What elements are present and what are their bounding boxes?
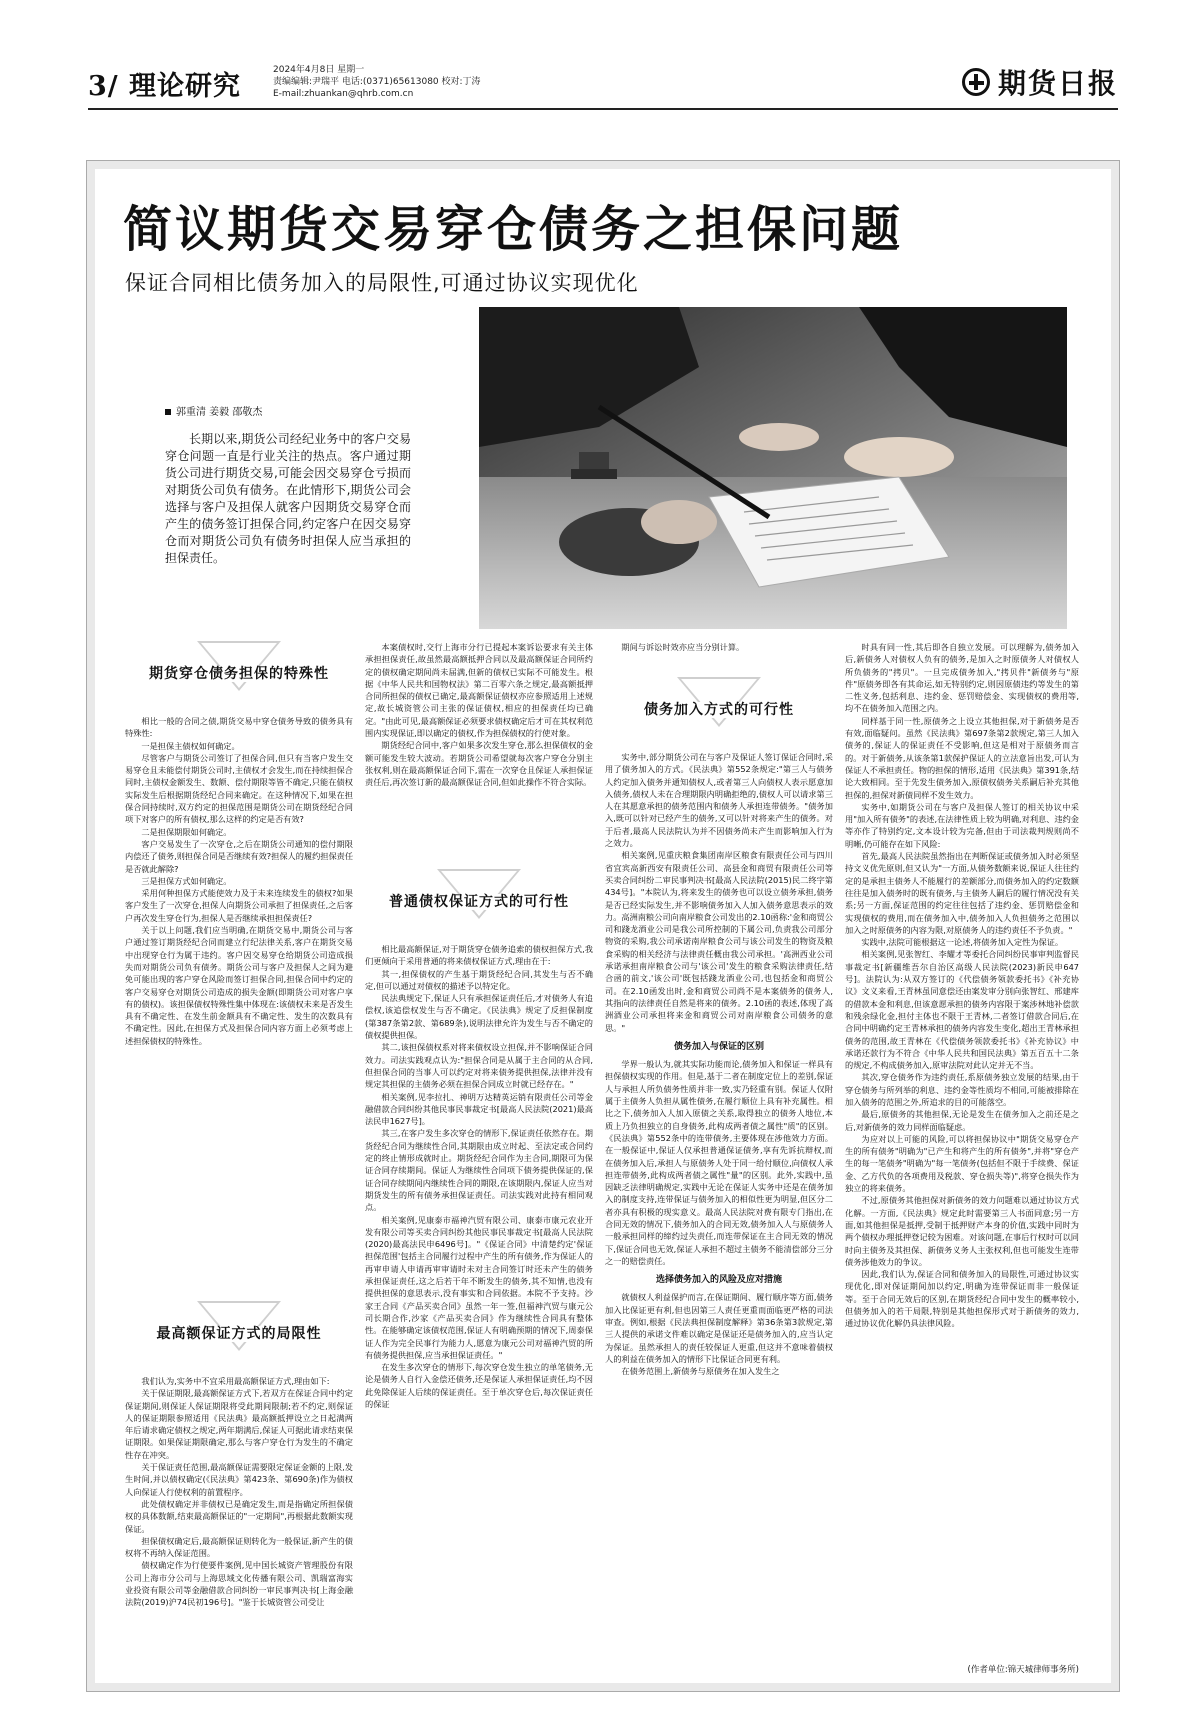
- paragraph: 二是担保期限如何确定。: [141, 826, 232, 837]
- paragraph: 期货经纪合同中,客户如果多次发生穿仓,那么担保债权的金额可能发生较大波动。若期货公司希望就每次客户穿仓分别主张权利,则在最高额保证合同下,需在一次穿仓且保证人承担保证责任后,再次签订新的最高额保证合同,但如此操作不符合实际。: [365, 740, 593, 788]
- paragraph: 一是担保主债权如何确定。: [141, 740, 240, 751]
- paragraph: 相比一般的合同之债,期货交易中穿仓债务导致的债务具有特殊性:: [125, 716, 353, 739]
- paragraph: 相比最高额保证,对于期货穿仓债务追索的债权担保方式,我们更倾向于采用普通的将来债权保证方式,理由在于:: [365, 944, 593, 967]
- contact-email: E-mail:zhuankan@qhrb.com.cn: [273, 89, 414, 99]
- header-rule: [88, 108, 1118, 110]
- paragraph: 期间与诉讼时效亦应当分别计算。: [621, 642, 745, 652]
- paragraph: 因此,我们认为,保证合同和债务加入的局限性,可通过协议实现优化,即对保证期间加以约定,明确为连带保证而非一般保证等。至于合同无效后的区别,在期货经纪合同中发生的概率较小,但债务加入的若干局限,特别是其他担保形式对于新债务的效力,通过协议优化解仍具法律风险。: [845, 1269, 1079, 1329]
- article-frame: [86, 160, 1120, 1692]
- paragraph: 首先,最高人民法院虽然指出在判断保证或债务加入时必须坚持文义优先原则,但又认为"一方面,从债务数额来说,保证人往往约定的是承担主债务人不能履行的差额部分,而债务加入的约定数额往往是加入债务时的既有债务,与主债务人嗣后的履行情况没有关系;另一方面,保证范围的约定往往包括了违约金、惩罚赔偿金和实现债权的费用,而在债务加入中,债务加入人负担债务之范围以加入之时原债务的内容为限,对原债务人的违约责任不予负责。": [845, 851, 1079, 935]
- paragraph: 实践中,法院可能根据这一论述,将债务加入定性为保证。: [861, 937, 1064, 948]
- paragraph: 其次,穿仓债务作为违约责任,系原债务独立发展的结果,由于穿仓债务与所列举的利息、违约金等性质均不相同,可能被排除在加入债务的范围之外,所追求的目的可能落空。: [845, 1072, 1079, 1107]
- subheading: 选择债务加入的风险及应对措施: [655, 1275, 782, 1286]
- column-3-top: [605, 641, 833, 669]
- paragraph: 相关案例,见张智红、李耀才等委托合同纠纷民事审判监督民事裁定书[新疆维吾尔自治区高级人民法院(2023)新民申647号]。法院认为:从双方签订的《代偿债务领款委托书》《补充协议》文义来看,王青林虽同意偿还由案发审分别向张智红、邢建库的借款本金和利息,但该意愿承担的债务内容限于案涉林地补偿款和残余绿化金,担付主体也不限于王青林,二者签订借款合同后,在合同中明确约定王青林承担的债务内容发生变化,超出王青林承担债务的范围,故王青林在《代偿债务领款委托书》《补充协议》中承诺还款行为不符合《中华人民共和国民法典》第五百五十二条的规定,不构成债务加入,原审法院对此认定并无不当。: [845, 949, 1079, 1071]
- paragraph: 担保债权确定后,最高额保证则转化为一般保证,新产生的债权将不再纳入保证范围。: [125, 1535, 353, 1559]
- paragraph: 实务中,部分期货公司在与客户及保证人签订保证合同时,采用了债务加入的方式。《民法典》第552条规定:"第三人与债务人约定加入债务并通知债权人,或者第三人向债权人表示愿意加入债务,债权人未在合理期限内明确拒绝的,债权人可以请求第三人在其愿意承担的债务范围内和债务人承担连带债务。"债务加入,既可以针对已经产生的债务,又可以针对将来产生的债务。对于后者,最高人民法院认为并不因债务尚未产生而影响加入行为之效力。: [605, 752, 833, 849]
- paragraph: 实务中,如期货公司在与客户及担保人签订的相关协议中采用"加入所有债务"的表述,在法律性质上较为明确,对利息、违约金等亦作了特别约定,文本设计较为完备,但由于司法裁判规则尚不明晰,仍可能存在如下风险:: [845, 801, 1079, 849]
- article-photo: [479, 307, 1067, 629]
- page-header: [88, 62, 1118, 106]
- paragraph: 我们认为,实务中不宜采用最高额保证方式,理由如下:: [141, 1376, 330, 1386]
- paragraph: 其三,在客户发生多次穿仓的情形下,保证责任依然存在。期货经纪合同为继续性合同,其期限由成立时起、至法定或合同约定的终止情形成就时止。期货经纪合同作为主合同,期限可为保证合同存续期间。保证人为继续性合同项下债务提供保证的,保证合同存续期间内继续性合同的期限,在该期限内,保证人应当对期货发生的所有债务承担保证责任。司法实践对此持有相同观点。: [365, 1128, 593, 1213]
- section-title: 债务加入方式的可行性: [638, 702, 800, 718]
- paragraph: 客户交易发生了一次穿仓,之后在期货公司通知的偿付期限内偿还了债务,则担保合同是否继续有效?担保人的履约担保责任是否就此解除?: [125, 838, 353, 874]
- section-header-2: [125, 1301, 353, 1371]
- column-1-bottom: [125, 1375, 353, 1679]
- paragraph: 关于保证期限,最高额保证方式下,若双方在保证合同中约定保证期间,则保证人保证期限将受此期间限制;若不约定,则保证人的保证期限参照适用《民法典》最高额抵押设立之日起满两年后请求确定债权之规定,两年期满后,保证人可据此请求结束保证期限。如果保证期限确定,那么与客户穿仓行为发生的不确定性存在冲突。: [125, 1388, 353, 1460]
- article-subtitle: 保证合同相比债务加入的局限性,可通过协议实现优化: [125, 271, 639, 295]
- section-header-1: [125, 641, 353, 711]
- byline: 郭重清 姜毅 邵敬杰: [165, 403, 262, 418]
- paragraph: 三是担保方式如何确定。: [141, 875, 232, 886]
- subheading: 债务加入与保证的区别: [673, 1041, 764, 1052]
- lead-paragraph: 长期以来,期货公司经纪业务中的客户交易穿仓问题一直是行业关注的热点。客户通过期货公司进行期货交易,可能会因交易穿仓亏损而对期货公司负有债务。在此情形下,期货公司会选择与客户及担保人就客户因期货交易穿仓而产生的债务签订担保合同,约定客户在因交易穿仓而对期货公司负有债务时担保人应当承担的担保责任。: [165, 432, 411, 565]
- issue-date: 2024年4月8日 星期一: [273, 65, 365, 75]
- paragraph: 相关案例,见重庆粮食集团南岸区粮食有限责任公司与四川省宜宾高新西安有限责任公司、高县金和商贸有限责任公司等买卖合同纠纷二审民事判决书[最高人民法院(2015)民二终字第434号]。"本院认为,将来发生的债务也可以设立债务承担,债务是否已经实际发生,并不影响债务加入人加入债务意思表示的效力。高洲南粮公司向南岸粮食公司发出的2.10函称:'金和商贸公司和踐龙酒业公司是我公司所控制的下属公司,负责我公司部分物资的采购,我公司承诺南岸粮食公司与该公司发生的物资及粮食采购的相关经济与法律责任概由我公司承担。'高洲西业公司承诺承担南岸粮食公司与'该公司'发生的粮食采购法律责任,结合函的前文,'该公司'既包括踐龙酒业公司,也包括金和商贸公司。在2.10函发出时,金和商贸公司尚不是本案债务的债务人,其指向的法律责任自然是将来的债务。2.10函的表述,体现了高洲酒业公司承担将来金和商贸公司对南岸粮食公司债务的意思。": [605, 850, 833, 1033]
- paragraph: 其二,该担保债权系对将来债权设立担保,并不影响保证合同效力。司法实践观点认为:"担保合同是从属于主合同的从合同,但担保合同的当事人可以约定对将来债务提供担保,法律并没有规定其担保的主债务必须在担保合同成立时就已经存在。": [365, 1042, 593, 1090]
- section-header-3: [365, 869, 593, 939]
- paper-name: 期货日报: [997, 67, 1118, 100]
- column-2-top: [365, 641, 593, 861]
- paragraph: 时具有同一性,其后即各自独立发展。可以理解为,债务加入后,新债务人对债权人负有的债务,是加入之时原债务人对债权人所负债务的"拷贝"。一旦完成债务加入,"拷贝件"新债务与"原件"原债务即各有其命运,如无特别约定,则因原债违约等发生的第二性义务,包括利息、违约金、惩罚赔偿金、实现债权的费用等,均不在债务加入范围之内。: [845, 642, 1079, 714]
- paragraph: 其一,担保债权的产生基于期货经纪合同,其发生与否不确定,但可以通过对债权的描述予以特定化。: [365, 968, 593, 991]
- paragraph: 在债务范围上,新债务与原债务在加入发生之: [621, 1366, 780, 1377]
- article-title: 简议期货交易穿仓债务之担保问题: [123, 200, 904, 258]
- paragraph: 关于以上问题,我们应当明确,在期货交易中,期货公司与客户通过签订期货经纪合同而建立行纪法律关系,客户在期货交易中出现穿仓行为属于违约。客户因交易穿仓给期货公司造成损失而对期货公司负有债务。期货公司与客户及担保人之间为避免可能出现的客户穿仓风险而签订担保合同,担保合同中约定的客户交易穿仓对期货公司造成的损失金额(即期货公司对客户享有的债权)。该担保债权特殊性集中体现在:该债权未来是否发生具有不确定性、在发生前金额具有不确定性、发生的次数具有不确定性。因此,在担保方式及担保合同内容方面上必须考虑上述担保债权的特殊性。: [125, 925, 353, 1046]
- paragraph: 此处债权确定并非债权已是确定发生,而是指确定所担保债权的具体数额,结束最高额保证的"一定期间",再根据此数额实现保证。: [125, 1498, 353, 1534]
- paragraph: 民法典规定下,保证人只有承担保证责任后,才对债务人有追偿权,该追偿权发生与否不确定。《民法典》规定了反担保制度(第387条第2款、第689条),说明法律允许为发生与否不确定的债权提供担保。: [365, 993, 593, 1041]
- paragraph: 在发生多次穿仓的情形下,每次穿仓发生独立的单笔债务,无论是债务人自行入金偿还债务,还是保证人承担保证责任,均不因此免除保证人后续的保证责任。至于单次穿仓后,每次保证责任的保证: [365, 1362, 593, 1409]
- editor-info: 责编编辑:尹瑞平 电话:(0371)65613080 校对:丁涛: [273, 77, 481, 87]
- page-number: 3/ 理论研究: [88, 71, 242, 102]
- paragraph: 采用何种担保方式能使效力及于未来连续发生的债权?如果客户发生了一次穿仓,担保人向期货公司承担了担保责任,之后客户再次发生穿仓行为,担保人是否继续承担担保责任?: [125, 888, 353, 923]
- paragraph: 不过,原债务其他担保对新债务的效力问题难以通过协议方式化解。一方面,《民法典》规定此时需要第三人书面同意;另一方面,如其他担保是抵押,受制于抵押财产本身的价值,实践中同时为两个债权办理抵押登记较为困难。对该问题,在事后行权时可以同时向主债务及其担保、新债务义务人主张权利,但也可能发生连带债务涉他效力的争议。: [845, 1195, 1079, 1267]
- paragraph: 就债权人利益保护而言,在保证期间、履行顺序等方面,债务加入比保证更有利,但也因第三人责任更重而面临更严格的司法审查。例如,根据《民法典担保制度解释》第36条第3款规定,第三人提供的承诺文件难以确定是保证还是债务加入的,应当认定为保证。虽然承担人的责任较保证人更重,但这并不意味着债权人的利益在债务加入的情形下比保证合同更有利。: [605, 1292, 833, 1364]
- paragraph: 本案债权时,交行上海市分行已提起本案诉讼要求有关主体承担担保责任,故虽然最高额抵押合同以及最高额保证合同所约定的债权确定期间尚未届满,但新的债权已实际不可能发生。根据《中华人民共和国物权法》第二百零六条之规定,最高额抵押合同所担保的债权已确定,最高额保证债权亦应参照适用上述规定,故长城资管公司主张的保证债权,相应的担保责任均已确定。"由此可见,最高额保证必须要求债权确定后才可在其权利范围内实现保证,即以确定的债权,作为担保债权的行使对象。: [365, 642, 593, 739]
- logo-icon: [962, 68, 990, 96]
- column-1-top: [125, 715, 353, 1297]
- author-affiliation: (作者单位:锦天城律师事务所): [967, 1665, 1079, 1675]
- paragraph: 相关案例,见李拉扎、神明万达精英运销有限责任公司等金融借款合同纠纷其他民事民事裁定书[最高人民法院(2021)最高法民申1627号]。: [365, 1091, 593, 1127]
- contract-signing-image: [479, 307, 1067, 629]
- column-4: [845, 641, 1079, 1661]
- article-body: [95, 169, 1111, 1683]
- paragraph: 债权确定作为行使要件案例,见中国长城资产管理股份有限公司上海市分公司与上海思域文化传播有限公司、凯瑞富海实业投资有限公司等金融借款合同纠纷一审民事判决书[上海金融法院(2019)沪74民初196号]。"鉴于长城资管公司受让: [125, 1560, 353, 1608]
- paragraph: 尽管客户与期货公司签订了担保合同,但只有当客户发生交易穿仓且未能偿付期货公司时,主债权才会发生,而在持续担保合同时,主债权金额发生、数额、偿付期限等皆不确定,只能在债权实际发生后根据期货经纪合同来确定。在这种情况下,如果在担保合同持续时,双方约定的担保范围是期货公司在期货经纪合同项下对客户的所有债权,那么这样的约定是否有效?: [125, 752, 353, 825]
- masthead-logo: [962, 62, 1118, 102]
- paragraph: 相关案例,见康泰市福神汽贸有限公司、康泰市康元农业开发有限公司等买卖合同纠纷其他民事民事裁定书[最高人民法院(2020)最高法民申6496号]。"《保证合同》中清楚约定'保证担保范围'包括主合同履行过程中产生的所有债务,作为保证人的再审申请人申请再审审请时未对主合同签订时还未产生的债务承担保证责任,这之后若干年不断发生的债务,其不知情,也没有提供担保的意思表示,没有事实和合同依据。本院不予支持。沙家王合同《产品买卖合同》虽然一年一签,但福神汽贸与康元公司长期合作,沙家《产品买卖合同》作为继续性合同具有整体性。在能够确定该债权范围,保证人有明确预期的情况下,周泰保证人作为完全民事行为能力人,愿意为康元公司对福神汽贸的所有债务提供担保,应当承担保证责任。": [365, 1214, 593, 1360]
- paragraph: 同样基于同一性,原债务之上设立其他担保,对于新债务是否有效,面临疑问。虽然《民法典》第697条第2款规定,第三人加入债务的,保证人的保证责任不受影响,但这是相对于原债务而言的。对于新债务,从该条第1款保护保证人的立法意旨出发,可认为保证人不承担责任。物的担保的情形,适用《民法典》第391条,结论大致相同。至于先发生债务加入,原债权债务关系嗣后补充其他担保的,担保对新债同样不发生效力。: [845, 715, 1079, 800]
- section-title: 期货穿仓债务担保的特殊性: [143, 666, 335, 682]
- paragraph: 最后,原债务的其他担保,无论是发生在债务加入之前还是之后,对新债务的效力同样面临疑虑。: [845, 1109, 1079, 1132]
- paragraph: 为应对以上可能的风险,可以将担保协议中"期货交易穿仓产生的所有债务"明确为"已产生和将产生的所有债务",并将"穿仓产生的每一笔债务"明确为"每一笔债务(包括但不限于手续费、保证金、乙方代负的各项费用及税款、穿仓损失等)",将穿仓损失作为独立的将来债务。: [845, 1133, 1079, 1194]
- paragraph: 关于保证责任范围,最高额保证需要限定保证金额的上限,发生时间,并以债权确定(《民法典》第423条、第690条)作为债权人向保证人行使权利的前置程序。: [125, 1462, 353, 1497]
- header-meta: [273, 64, 481, 100]
- section-header-4: [605, 677, 833, 747]
- column-2-bottom: [365, 943, 593, 1679]
- column-3-main: [605, 751, 833, 1679]
- section-title: 普通债权保证方式的可行性: [383, 894, 575, 910]
- section-title: 最高额保证方式的局限性: [151, 1326, 328, 1342]
- paragraph: 学界一般认为,就其实际功能而论,债务加入和保证一样具有担保债权实现的作用。但是,基于二者在制度定位上的差别,保证人与承担人所负债务性质并非一致,实乃轻重有别。保证人仅附属于主债务人负担从属性债务,在履行顺位上具有补充属性。相比之下,债务加入人加入原债之关系,取得独立的债务人地位,本质上乃负担独立的自身债务,此构成两者债之属性"质"的区别。《民法典》第552条中的连带债务,主要体现在涉他效力方面。在一般保证中,保证人仅承担普通保证债务,享有先诉抗辩权,而在债务加入后,承担人与原债务人处于同一给付顺位,向债权人承担连带债务,此构成两者债之属性"量"的区别。此外,实践中,虽因缺乏法律明确规定,实践中无论在保证人实务中还是在债务加入的制度支持,连带保证与债务加入的相似性更为明显,但区分二者亦具有积极的现实意义。最高人民法院对费有限专门指出,在合同无效的情况下,债务加入的合同无效,债务加入人与原债务人一般承担同样的缔约过失责任,而连带保证在主合同无效的情况下,保证合同也无效,保证人承担不超过主债务不能清偿部分三分之一的赔偿责任。: [605, 1059, 833, 1266]
